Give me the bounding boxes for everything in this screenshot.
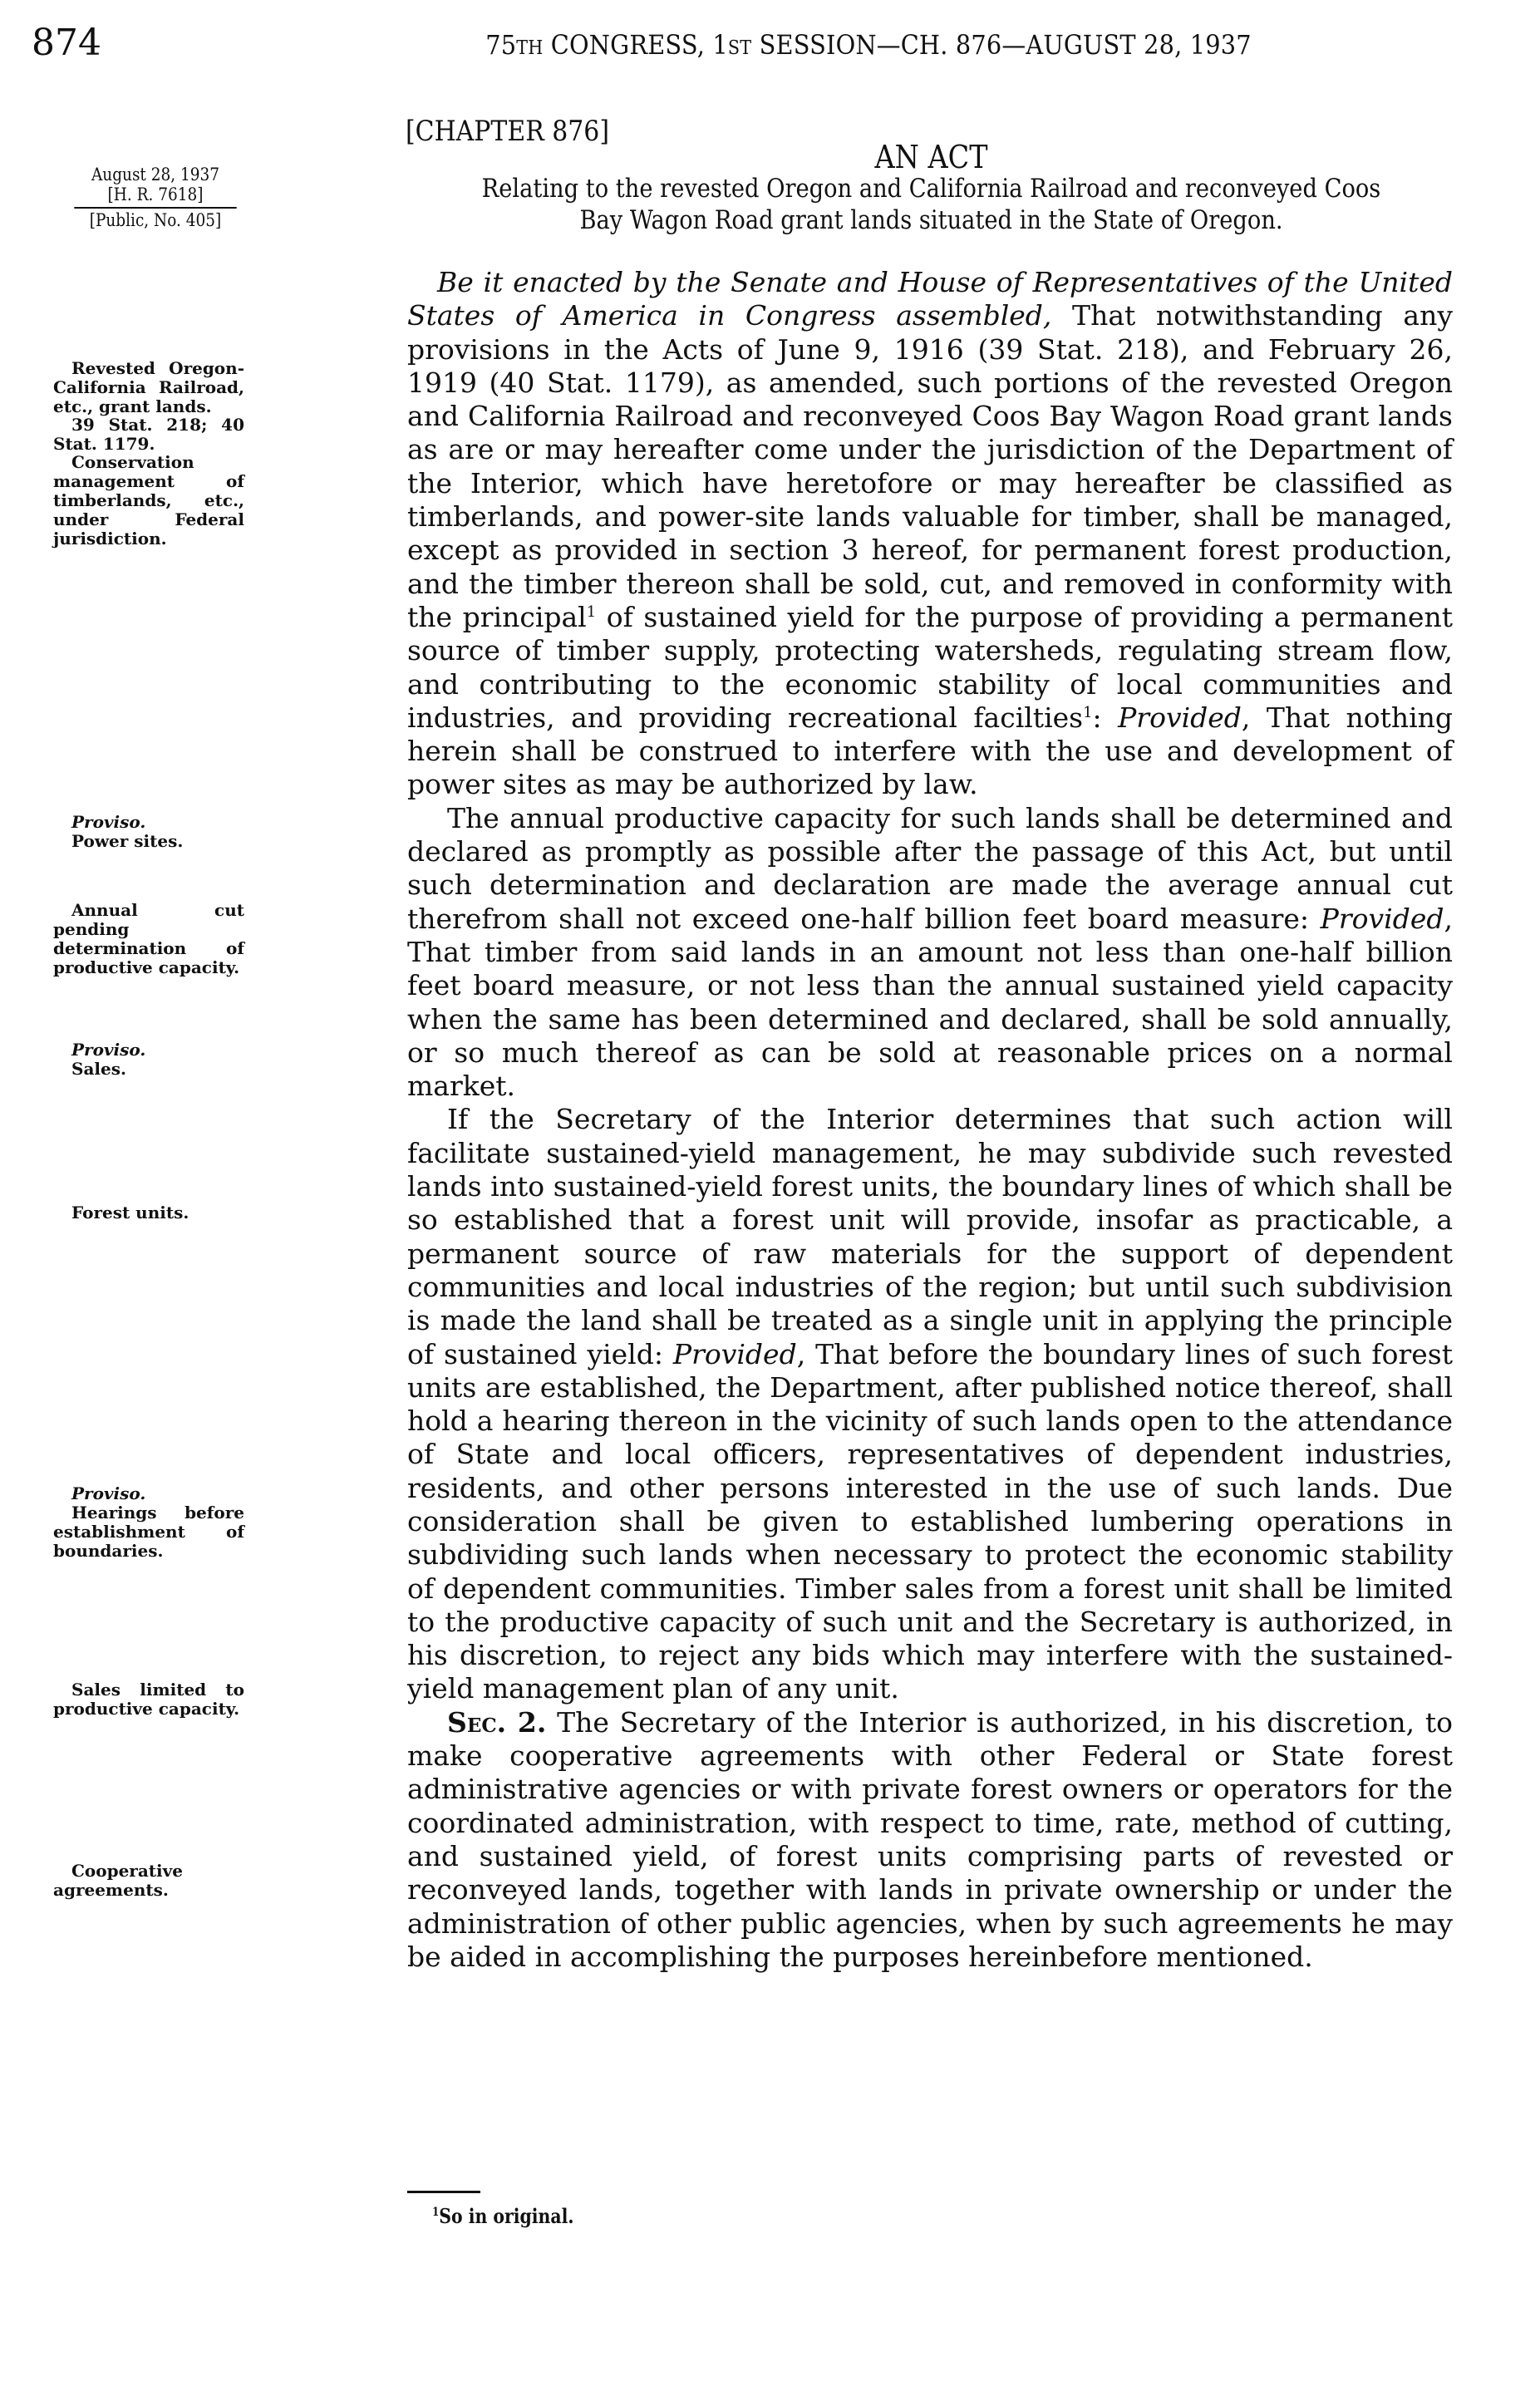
margin-note-text: Forest units. (71, 1203, 189, 1223)
proviso-word: Provided (1320, 902, 1444, 935)
enacting-clause: Be it enacted by the Senate and House of Representatives of the United States of America in Congress assembled, (407, 266, 1453, 332)
act-body (407, 266, 1453, 1974)
margin-note-stat-cite (53, 416, 244, 454)
section-2-label: Sec. 2. (447, 1705, 547, 1739)
congress-number: 75 (485, 29, 517, 61)
margin-note-proviso-sales (53, 1040, 244, 1079)
bill-number: [H. R. 7618] (107, 184, 204, 204)
proviso-label: Proviso. (71, 1040, 146, 1060)
congress-label: CONGRESS, (550, 29, 706, 61)
margin-note-text: Hearings before establishment of boundaries. (53, 1503, 244, 1561)
section-1-paragraph-2: The annual productive capacity for such lands shall be determined and declared as promptly as possible after the passage of this Act, but until such determination and declaration are made the average annual cut therefrom shall not exceed one-half billion feet board measure: Provided, That timber from said lands in an amount not less than one-half billion feet board measure, or not less than the annual sustained yield capacity when the same has been determined and declared, shall be sold annually, or so much thereof as can be sold at reasonable prices on a normal market. (407, 801, 1453, 1103)
session-rest: SESSION—CH. 876—AUGUST 28, 1937 (759, 29, 1252, 61)
public-law-number: [Public, No. 405] (89, 210, 222, 230)
footnote-rule (407, 2191, 480, 2193)
long-title-line-2: Bay Wagon Road grant lands situated in the State of Oregon. (579, 205, 1283, 235)
session-suffix: ST (727, 37, 752, 59)
long-title-line-1: Relating to the revested Oregon and California Railroad and reconveyed Coos (481, 174, 1381, 204)
margin-note-text: Revested Oregon-California Railroad, etc., grant lands. (53, 358, 244, 416)
margin-note-revested (53, 359, 244, 416)
session-number: 1 (712, 29, 728, 61)
footnote-ref[interactable]: 1 (586, 603, 597, 621)
footnote-marker: 1 (432, 2206, 440, 2219)
margin-note-annual-cut (53, 901, 244, 977)
congress-suffix: TH (516, 37, 544, 59)
margin-note-text: Conservation management of timberlands, etc., under Federal jurisdiction. (53, 452, 244, 549)
margin-note-proviso-power (53, 813, 244, 851)
margin-note-conservation (53, 453, 244, 549)
running-head (446, 28, 1292, 65)
margin-note-text: Power sites. (71, 831, 184, 851)
enactment-date: August 28, 1937 (91, 165, 220, 184)
section-2: Sec. 2. The Secretary of the Interior is authorized, in his discretion, to make cooperative agreements with other Federal or State forest administrative agencies or with private forest owners or operators for the coordinated administration, with respect to time, rate, method of cutting, and sustained yield, of forest units comprising parts of revested or reconveyed lands, together with lands in private ownership or under the administration of other public agencies, when by such agreements he may be aided in accomplishing the purposes hereinbefore mentioned. (407, 1705, 1453, 1973)
footnote (432, 2201, 573, 2228)
margin-rule (74, 207, 236, 209)
act-title: AN ACT (874, 139, 988, 175)
section-1-paragraph-3: If the Secretary of the Interior determines that such action will facilitate sustained-yield management, he may subdivide such revested lands into sustained-yield forest units, the boundary lines of which shall be so established that a forest unit will provide, insofar as practicable, a permanent source of raw materials for the support of dependent communities and local industries of the region; but until such subdivision is made the land shall be treated as a single unit in applying the principle of sustained yield: Provided, That before the boundary lines of such forest units are established, the Department, after published notice thereof, shall hold a hearing thereon in the vicinity of such lands open to the attendance of State and local officers, representatives of dependent industries, residents, and other persons interested in the use of such lands. Due consideration shall be given to established lumbering operations in subdividing such lands when necessary to protect the economic stability of dependent communities. Timber sales from a forest unit shall be limited to the productive capacity of such unit and the Secretary is authorized, in his discretion, to reject any bids which may interfere with the sustained-yield management plan of any unit. (407, 1103, 1453, 1705)
footnote-text: So in original. (439, 2204, 574, 2228)
margin-note-proviso-hearings (53, 1484, 244, 1561)
chapter-label: [CHAPTER 876] (406, 115, 610, 148)
margin-note-cooperative (53, 1862, 244, 1900)
proviso-word: Provided (1118, 701, 1242, 734)
margin-note-forest-units (53, 1203, 244, 1223)
margin-note-text: Cooperative agreements. (53, 1861, 183, 1900)
proviso-label: Proviso. (71, 812, 146, 832)
margin-note-text: Annual cut pending determination of productive capacity. (53, 900, 244, 977)
proviso-label: Proviso. (71, 1483, 146, 1503)
footnote-ref[interactable]: 1 (1083, 703, 1093, 721)
proviso-word: Provided (672, 1337, 797, 1370)
margin-note-text: Sales. (71, 1059, 126, 1079)
page-number: 874 (32, 22, 101, 64)
margin-note-text: Sales limited to productive capacity. (53, 1680, 244, 1719)
margin-note-text: 39 Stat. 218; 40 Stat. 1179. (53, 415, 244, 454)
margin-reference (71, 165, 239, 230)
margin-note-sales-limited (53, 1680, 244, 1719)
section-1-paragraph-1: Be it enacted by the Senate and House of Representatives of the United States of America in Congress assembled, That notwithstanding any provisions in the Acts of June 9, 1916 (39 Stat. 218), and February 26, 1919 (40 Stat. 1179), as amended, such portions of the revested Oregon and California Railroad and reconveyed Coos Bay Wagon Road grant lands as are or may hereafter come under the jurisdiction of the Department of the Interior, which have heretofore or may hereafter be classified as timberlands, and power-site lands valuable for timber, shall be managed, except as provided in section 3 hereof, for permanent forest production, and the timber thereon shall be sold, cut, and removed in conformity with the principal$^1$ of sustained yield for the purpose of providing a permanent source of timber supply, protecting watersheds, regulating stream flow, and contributing to the economic stability of local communities and industries, and providing recreational facilties$^1$: Provided, That nothing herein shall be construed to interfere with the use and development of power sites as may be authorized by law. (407, 266, 1454, 801)
long-title (469, 173, 1394, 236)
